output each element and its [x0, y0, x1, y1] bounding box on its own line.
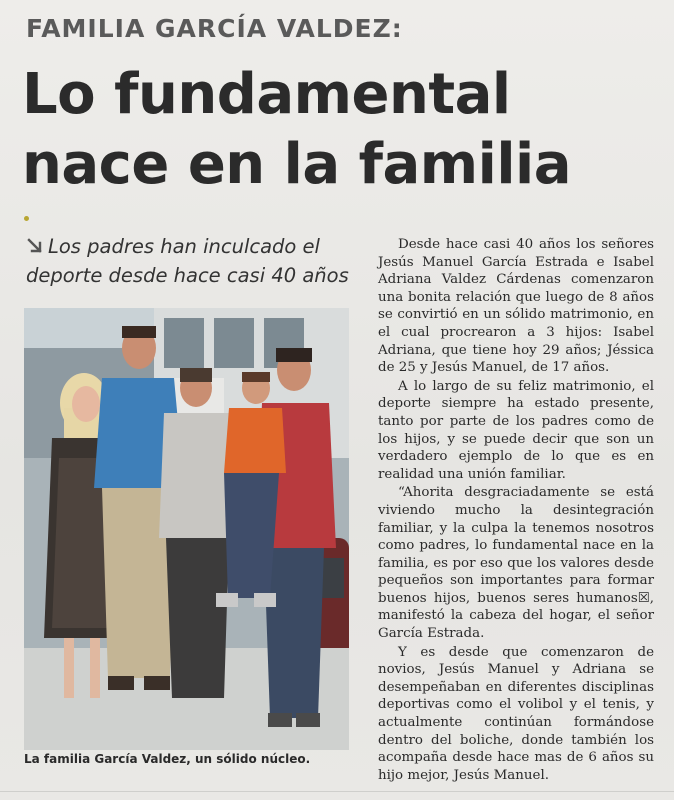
body-paragraph: “Ahorita desgraciadamente se está viviendo mucho la desintegración familiar, y la culpa la tenemos nosotros como padres, lo fundamental nace en la familia, es por eso que los valores desde pequeños son importantes para formar buenos hijos, buenos seres humanos☒, manifestó la cabeza del hogar, el señor García Estrada.	[378, 485, 654, 642]
article-body	[378, 236, 654, 785]
headline-line-1: Lo fundamental	[22, 62, 511, 127]
body-paragraph: Desde hace casi 40 años los señores Jesús Manuel García Estrada e Isabel Adriana Valdez Cárdenas comenzaron una bonita relación que luego de 8 años se convirtió en un sólido matrimonio, en el cual procrearon a 3 hijos: Isabel Adriana, que tiene hoy 29 años; Jéssica de 25 y Jesús Manuel, de 17 años.	[378, 237, 654, 376]
article-deck	[26, 232, 366, 290]
photo-caption: La familia García Valdez, un sólido núcleo.	[24, 752, 311, 766]
article-kicker: FAMILIA GARCÍA VALDEZ:	[26, 14, 403, 43]
body-paragraph: A lo largo de su feliz matrimonio, el deporte siempre ha estado presente, tanto por parte de los padres como de los hijos, y se puede decir que son un verdadero ejemplo de lo que es en realidad una unión familiar.	[378, 378, 654, 482]
family-photo	[24, 308, 349, 750]
arrow-down-right-icon	[26, 237, 44, 255]
body-paragraph: Y es desde que comenzaron de novios, Jesús Manuel y Adriana se desempeñaban en diferentes disciplinas deportivas como el volibol y el tenis, y actualmente continúan formándose dentro del boliche, donde también los acompaña desde hace mas de 6 años su hijo mejor, Jesús Manuel.	[378, 644, 654, 783]
deck-text: Los padres han inculcado el deporte desde hace casi 40 años	[26, 235, 349, 287]
article-headline	[22, 60, 662, 200]
page-bottom-rule	[0, 791, 674, 792]
headline-line-2: nace en la familia	[22, 132, 572, 197]
family-photo-image	[24, 308, 349, 750]
decorative-dot	[24, 216, 29, 221]
